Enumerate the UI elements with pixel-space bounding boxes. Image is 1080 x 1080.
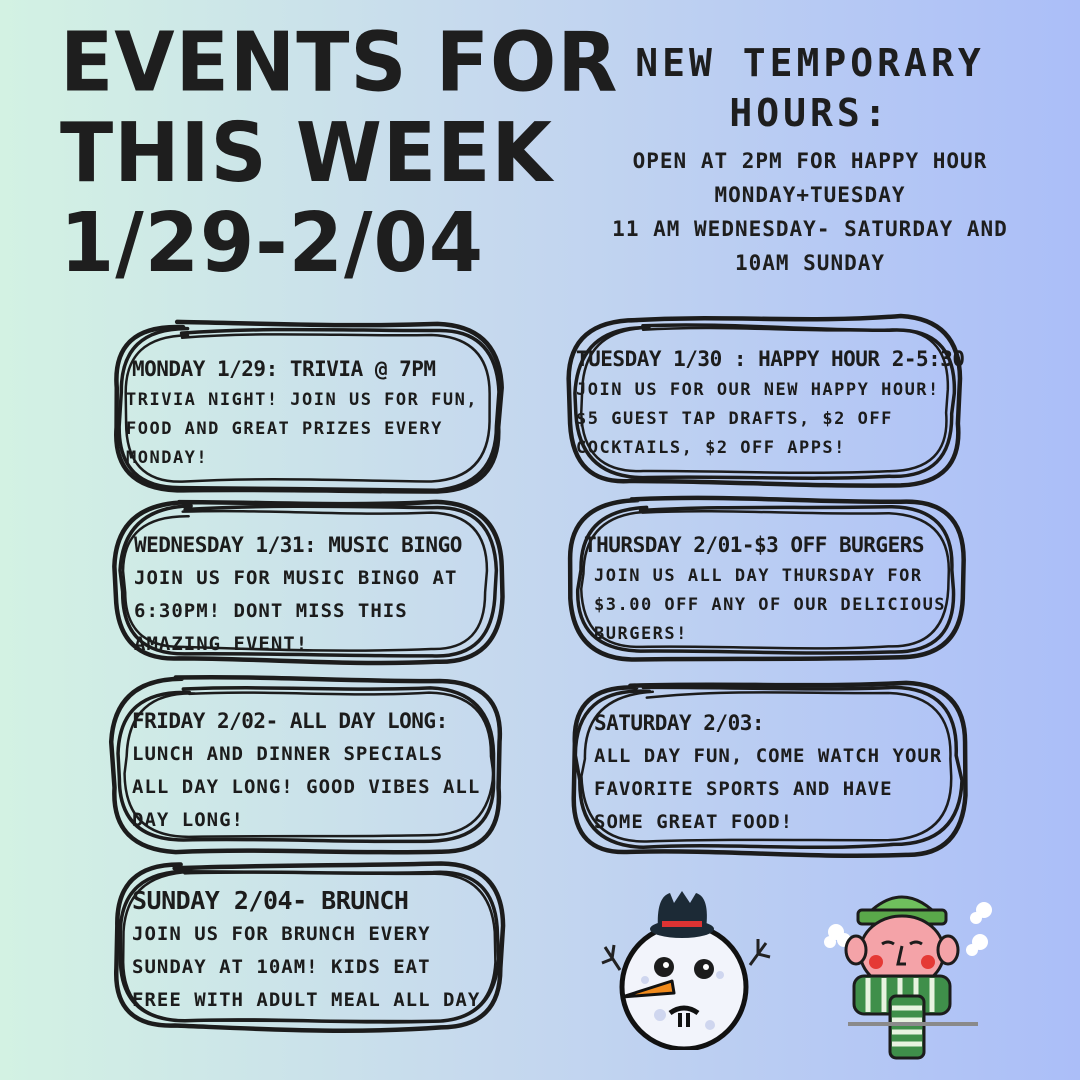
- hours-title-line-1: NEW TEMPORARY: [635, 41, 985, 85]
- event-description: ALL DAY FUN, COME WATCH YOUR FAVORITE SPORTS AND HAVE SOME GREAT FOOD!: [594, 745, 943, 833]
- event-title: SUNDAY 2/04- BRUNCH: [132, 886, 409, 915]
- snowman-icon: [600, 885, 775, 1050]
- page-title: [60, 15, 619, 291]
- event-title: SATURDAY 2/03:: [594, 711, 765, 735]
- event-card-wednesday: [108, 496, 508, 668]
- event-card-monday: [108, 318, 508, 498]
- event-card-friday: [108, 676, 508, 854]
- event-description: JOIN US FOR BRUNCH EVERY SUNDAY AT 10AM! KIDS EAT FREE WITH ADULT MEAL ALL DAY: [132, 923, 481, 1011]
- event-description: LUNCH AND DINNER SPECIALS ALL DAY LONG! GOOD VIBES ALL DAY LONG!: [132, 743, 481, 831]
- hours-line: OPEN AT 2PM FOR HAPPY HOUR: [632, 149, 988, 173]
- event-card-sunday: [108, 858, 508, 1036]
- hours-title-line-2: HOURS:: [729, 91, 891, 135]
- title-line-1: EVENTS FOR: [60, 15, 619, 111]
- event-title: MONDAY 1/29: TRIVIA @ 7PM: [132, 357, 436, 381]
- event-title: WEDNESDAY 1/31: MUSIC BINGO: [134, 533, 462, 557]
- event-card-saturday: [566, 678, 970, 858]
- event-title: THURSDAY 2/01-$3 OFF BURGERS: [584, 533, 925, 557]
- bundled-up-person-icon: [818, 880, 998, 1060]
- event-title: TUESDAY 1/30 : HAPPY HOUR 2-5:30: [576, 347, 965, 371]
- event-title: FRIDAY 2/02- ALL DAY LONG:: [132, 709, 448, 733]
- hours-line: MONDAY+TUESDAY: [714, 183, 906, 207]
- hours-line: 11 AM WEDNESDAY- SATURDAY AND: [612, 217, 1008, 241]
- title-line-3: 1/29-2/04: [60, 196, 484, 291]
- event-description: JOIN US FOR MUSIC BINGO AT 6:30PM! DONT MISS THIS AMAZING EVENT!: [134, 567, 458, 655]
- event-description: JOIN US FOR OUR NEW HAPPY HOUR! $5 GUEST TAP DRAFTS, $2 OFF COCKTAILS, $2 OFF APPS!: [576, 380, 940, 458]
- event-card-thursday: [566, 494, 966, 666]
- title-line-2: THIS WEEK: [60, 106, 553, 201]
- hours-line: 10AM SUNDAY: [734, 251, 886, 275]
- temporary-hours: [585, 38, 1035, 280]
- event-description: TRIVIA NIGHT! JOIN US FOR FUN, FOOD AND GREAT PRIZES EVERY MONDAY!: [126, 390, 479, 468]
- event-description: JOIN US ALL DAY THURSDAY FOR $3.00 OFF ANY OF OUR DELICIOUS BURGERS!: [594, 566, 947, 644]
- event-card-tuesday: [566, 314, 966, 490]
